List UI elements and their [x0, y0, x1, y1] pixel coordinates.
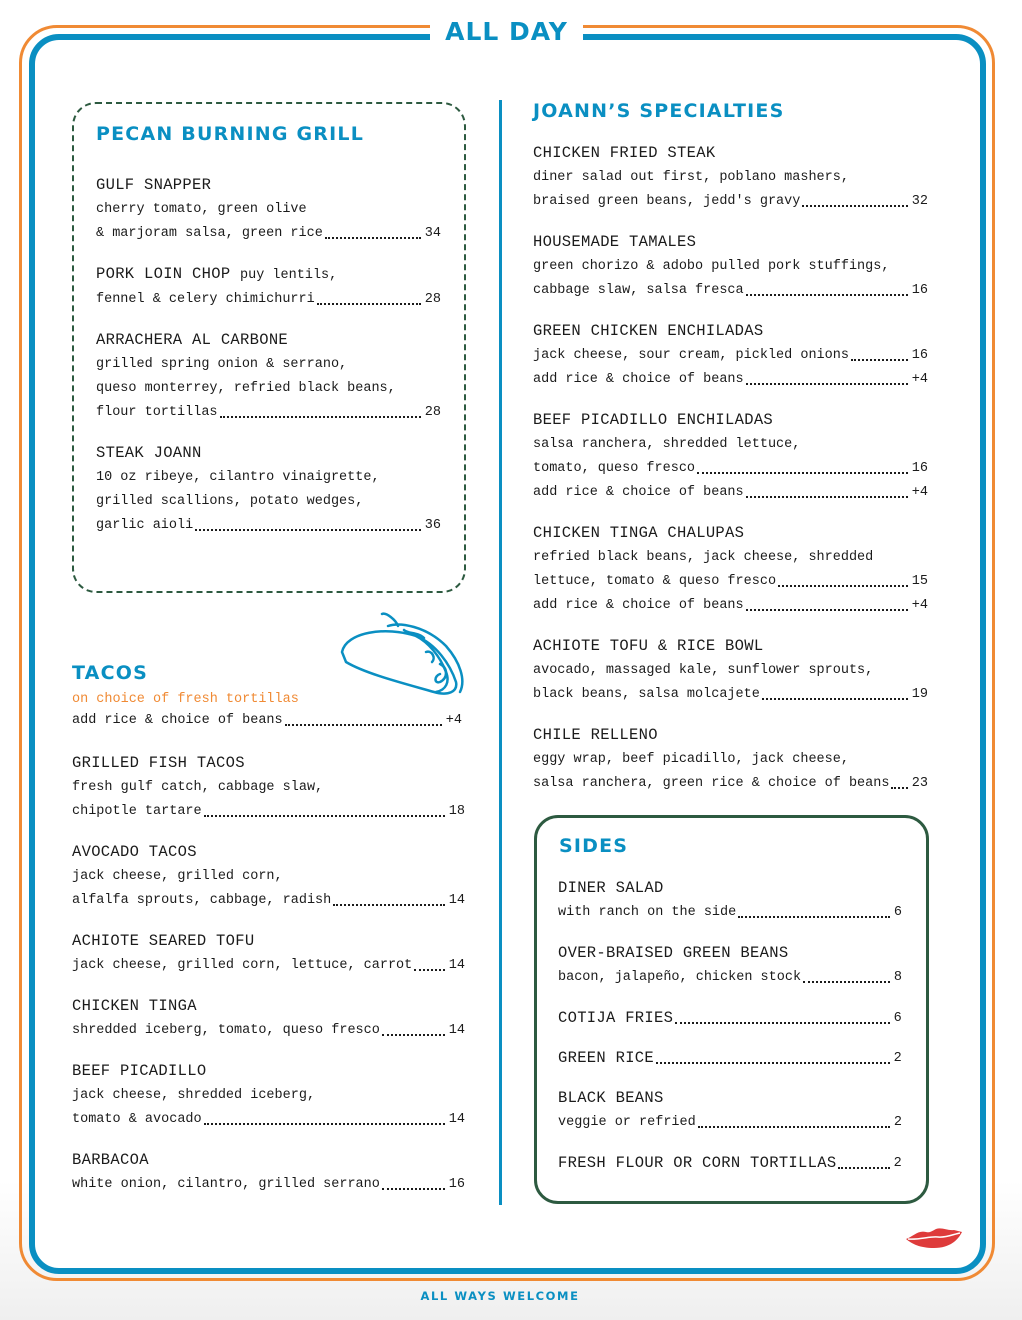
item-name: BEEF PICADILLO ENCHILADAS	[533, 411, 774, 429]
item-name: ACHIOTE TOFU & RICE BOWL	[533, 637, 764, 655]
item-name-row	[96, 441, 441, 466]
item-price: 6	[893, 905, 902, 920]
dot-leader	[851, 344, 908, 361]
dot-leader	[746, 368, 908, 385]
item-description	[96, 353, 441, 377]
dot-leader	[656, 1046, 890, 1064]
item-name-suffix: puy lentils,	[240, 268, 338, 283]
item-name-row	[558, 876, 902, 901]
item-name-row	[533, 408, 928, 433]
item-price: 2	[893, 1156, 902, 1171]
item-name-row	[558, 1086, 902, 1111]
item-name-row	[72, 840, 465, 865]
item-description	[558, 966, 902, 990]
addon-text: add rice & choice of beans	[72, 713, 283, 728]
dot-leader	[746, 594, 908, 611]
description-text: jack cheese, grilled corn,	[72, 869, 283, 884]
description-text: add rice & choice of beans	[533, 485, 744, 500]
item-name: ACHIOTE SEARED TOFU	[72, 932, 255, 950]
item-name: FRESH FLOUR OR CORN TORTILLAS	[558, 1154, 837, 1172]
description-text: braised green beans, jedd's gravy	[533, 194, 801, 209]
item-price: 14	[448, 1112, 465, 1127]
item-description	[533, 659, 928, 683]
description-text: with ranch on the side	[558, 905, 737, 920]
dot-leader	[675, 1006, 889, 1024]
dot-leader	[382, 1173, 445, 1190]
item-name: CHICKEN TINGA CHALUPAS	[533, 524, 745, 542]
footer-tagline: ALL WAYS WELCOME	[420, 1289, 580, 1303]
item-name: CHILE RELLENO	[533, 726, 658, 744]
item-name-row	[558, 1046, 902, 1071]
dot-leader	[746, 481, 908, 498]
description-text: add rice & choice of beans	[533, 372, 744, 387]
menu-item	[558, 1046, 902, 1071]
description-text: alfalfa sprouts, cabbage, radish	[72, 893, 332, 908]
item-price: 16	[911, 348, 928, 363]
item-description	[96, 401, 441, 425]
description-text: bacon, jalapeño, chicken stock	[558, 970, 802, 985]
item-name-row	[533, 141, 928, 166]
item-name: GREEN CHICKEN ENCHILADAS	[533, 322, 764, 340]
description-text: shredded iceberg, tomato, queso fresco	[72, 1023, 380, 1038]
column-divider	[499, 100, 502, 1205]
item-description	[533, 683, 928, 707]
description-text: tomato & avocado	[72, 1112, 202, 1127]
item-name-row	[558, 1006, 902, 1031]
lips-icon	[904, 1226, 964, 1250]
item-price: 14	[448, 1023, 465, 1038]
description-text: green chorizo & adobo pulled pork stuffings,	[533, 259, 890, 274]
description-text: cherry tomato, green olive	[96, 202, 307, 217]
item-name-row	[533, 319, 928, 344]
dot-leader	[698, 1111, 890, 1128]
taco-icon	[336, 612, 470, 698]
description-text: garlic aioli	[96, 518, 194, 533]
item-description	[533, 748, 928, 772]
item-price: 14	[448, 893, 465, 908]
dot-leader	[746, 279, 908, 296]
menu-item	[72, 751, 465, 824]
dot-leader	[803, 966, 890, 983]
item-description	[96, 288, 441, 312]
item-description	[72, 776, 465, 800]
description-text: jack cheese, sour cream, pickled onions	[533, 348, 849, 363]
dot-leader	[414, 954, 445, 971]
description-text: salsa ranchera, green rice & choice of beans	[533, 776, 890, 791]
item-description	[533, 255, 928, 279]
item-description	[533, 190, 928, 214]
description-text: fresh gulf catch, cabbage slaw,	[72, 780, 324, 795]
item-price: 34	[424, 226, 441, 241]
description-text: diner salad out first, poblano mashers,	[533, 170, 849, 185]
menu-title: ALL DAY	[445, 17, 568, 46]
item-name-row	[72, 1148, 465, 1173]
item-name-row	[533, 521, 928, 546]
item-name: STEAK JOANN	[96, 444, 202, 462]
description-text: cabbage slaw, salsa fresca	[533, 283, 744, 298]
item-name: HOUSEMADE TAMALES	[533, 233, 697, 251]
item-description	[533, 570, 928, 594]
item-name-row	[558, 1151, 902, 1176]
item-description	[72, 1019, 465, 1043]
menu-item	[533, 408, 928, 505]
item-description	[72, 1084, 465, 1108]
item-name: GREEN RICE	[558, 1049, 655, 1067]
item-name: COTIJA FRIES	[558, 1009, 674, 1027]
tacos-subtitle: on choice of fresh tortillas	[72, 692, 299, 707]
item-price: +4	[911, 485, 928, 500]
item-description	[96, 514, 441, 538]
item-name-row	[72, 994, 465, 1019]
item-price: 23	[911, 776, 928, 791]
dot-leader	[697, 457, 908, 474]
sides-heading: SIDES	[559, 835, 629, 857]
item-price: 16	[448, 1177, 465, 1192]
item-price: +4	[911, 598, 928, 613]
description-text: jack cheese, shredded iceberg,	[72, 1088, 316, 1103]
menu-item	[72, 1148, 465, 1197]
item-description	[72, 1173, 465, 1197]
item-price: 14	[448, 958, 465, 973]
item-name-row	[533, 230, 928, 255]
item-description	[96, 377, 441, 401]
item-price: 2	[893, 1051, 902, 1066]
dot-leader	[838, 1151, 889, 1169]
item-price: +4	[911, 372, 928, 387]
item-description	[533, 368, 928, 392]
dot-leader	[204, 800, 445, 817]
item-name-row	[72, 751, 465, 776]
item-name-row	[72, 929, 465, 954]
description-text: & marjoram salsa, green rice	[96, 226, 323, 241]
item-description	[533, 772, 928, 796]
dot-leader	[382, 1019, 445, 1036]
menu-item	[96, 262, 441, 312]
menu-item	[72, 929, 465, 978]
item-name-row	[558, 941, 902, 966]
description-text: white onion, cilantro, grilled serrano	[72, 1177, 380, 1192]
item-description	[533, 279, 928, 303]
item-price: 2	[893, 1115, 902, 1130]
description-text: flour tortillas	[96, 405, 218, 420]
item-price: 6	[893, 1011, 902, 1026]
menu-item	[558, 1151, 902, 1176]
menu-item	[533, 141, 928, 214]
dot-leader	[778, 570, 908, 587]
item-name: OVER-BRAISED GREEN BEANS	[558, 944, 789, 962]
item-price: 28	[424, 405, 441, 420]
menu-item	[96, 328, 441, 425]
grill-items	[96, 173, 441, 554]
title-wrap	[430, 14, 583, 50]
description-text: salsa ranchera, shredded lettuce,	[533, 437, 801, 452]
description-text: veggie or refried	[558, 1115, 696, 1130]
item-name: BARBACOA	[72, 1151, 149, 1169]
item-price: 32	[911, 194, 928, 209]
description-text: grilled scallions, potato wedges,	[96, 494, 364, 509]
item-name: GULF SNAPPER	[96, 176, 212, 194]
item-description	[96, 466, 441, 490]
menu-item	[558, 876, 902, 925]
dot-leader	[802, 190, 907, 207]
item-price: 16	[911, 283, 928, 298]
item-name: BEEF PICADILLO	[72, 1062, 207, 1080]
grill-heading: PECAN BURNING GRILL	[96, 123, 365, 145]
item-name: AVOCADO TACOS	[72, 843, 197, 861]
description-text: queso monterrey, refried black beans,	[96, 381, 396, 396]
description-text: avocado, massaged kale, sunflower sprouts,	[533, 663, 874, 678]
tacos-heading: TACOS	[72, 662, 148, 684]
item-name-row	[96, 173, 441, 198]
tacos-addon	[72, 709, 462, 733]
item-price: 28	[424, 292, 441, 307]
item-description	[558, 1111, 902, 1135]
item-price: 16	[911, 461, 928, 476]
item-price: 8	[893, 970, 902, 985]
description-text: eggy wrap, beef picadillo, jack cheese,	[533, 752, 849, 767]
dot-leader	[325, 222, 421, 239]
item-description	[72, 1108, 465, 1132]
description-text: 10 oz ribeye, cilantro vinaigrette,	[96, 470, 380, 485]
dot-leader	[738, 901, 890, 918]
item-name-row	[72, 1059, 465, 1084]
tacos-items	[72, 751, 465, 1213]
description-text: refried black beans, jack cheese, shredded	[533, 550, 874, 565]
item-name: CHICKEN FRIED STEAK	[533, 144, 716, 162]
menu-item	[558, 941, 902, 990]
item-description	[533, 166, 928, 190]
item-description	[533, 433, 928, 457]
menu-item	[533, 521, 928, 618]
item-description	[533, 457, 928, 481]
dot-leader	[204, 1108, 445, 1125]
description-text: fennel & celery chimichurri	[96, 292, 315, 307]
dot-leader	[762, 683, 908, 700]
item-description	[533, 546, 928, 570]
menu-item	[558, 1006, 902, 1031]
item-name: BLACK BEANS	[558, 1089, 664, 1107]
description-text: add rice & choice of beans	[533, 598, 744, 613]
description-text: grilled spring onion & serrano,	[96, 357, 348, 372]
item-name-row	[96, 328, 441, 353]
specialties-items	[533, 141, 928, 812]
item-description	[96, 490, 441, 514]
item-name: ARRACHERA AL CARBONE	[96, 331, 289, 349]
item-description	[533, 344, 928, 368]
item-price: 36	[424, 518, 441, 533]
item-name: GRILLED FISH TACOS	[72, 754, 245, 772]
item-description	[72, 865, 465, 889]
menu-item	[96, 441, 441, 538]
description-text: black beans, salsa molcajete	[533, 687, 760, 702]
menu-item	[96, 173, 441, 246]
menu-item	[533, 230, 928, 303]
item-description	[558, 901, 902, 925]
item-name: PORK LOIN CHOP	[96, 265, 231, 283]
item-description	[72, 954, 465, 978]
menu-item	[72, 840, 465, 913]
item-name: DINER SALAD	[558, 879, 664, 897]
item-name-row	[533, 634, 928, 659]
dot-leader	[285, 709, 442, 726]
item-price: 18	[448, 804, 465, 819]
menu-item	[533, 634, 928, 707]
description-text: jack cheese, grilled corn, lettuce, carrot	[72, 958, 413, 973]
item-description	[72, 889, 465, 913]
item-description	[72, 800, 465, 824]
dot-leader	[195, 514, 421, 531]
description-text: lettuce, tomato & queso fresco	[533, 574, 777, 589]
item-price: 19	[911, 687, 928, 702]
item-description	[96, 222, 441, 246]
item-name-row	[533, 723, 928, 748]
dot-leader	[333, 889, 445, 906]
specialties-heading: JOANN’S SPECIALTIES	[533, 100, 785, 122]
item-name: CHICKEN TINGA	[72, 997, 197, 1015]
menu-item	[533, 319, 928, 392]
description-text: chipotle tartare	[72, 804, 202, 819]
dot-leader	[220, 401, 421, 418]
item-name-row	[96, 262, 441, 288]
item-price: 15	[911, 574, 928, 589]
dot-leader	[891, 772, 907, 789]
addon-price: +4	[445, 713, 462, 728]
menu-item	[72, 994, 465, 1043]
dot-leader	[317, 288, 421, 305]
item-description	[533, 481, 928, 505]
item-description	[533, 594, 928, 618]
menu-item	[72, 1059, 465, 1132]
item-description	[96, 198, 441, 222]
menu-item	[533, 723, 928, 796]
sides-items	[558, 876, 902, 1191]
menu-item	[558, 1086, 902, 1135]
description-text: tomato, queso fresco	[533, 461, 696, 476]
